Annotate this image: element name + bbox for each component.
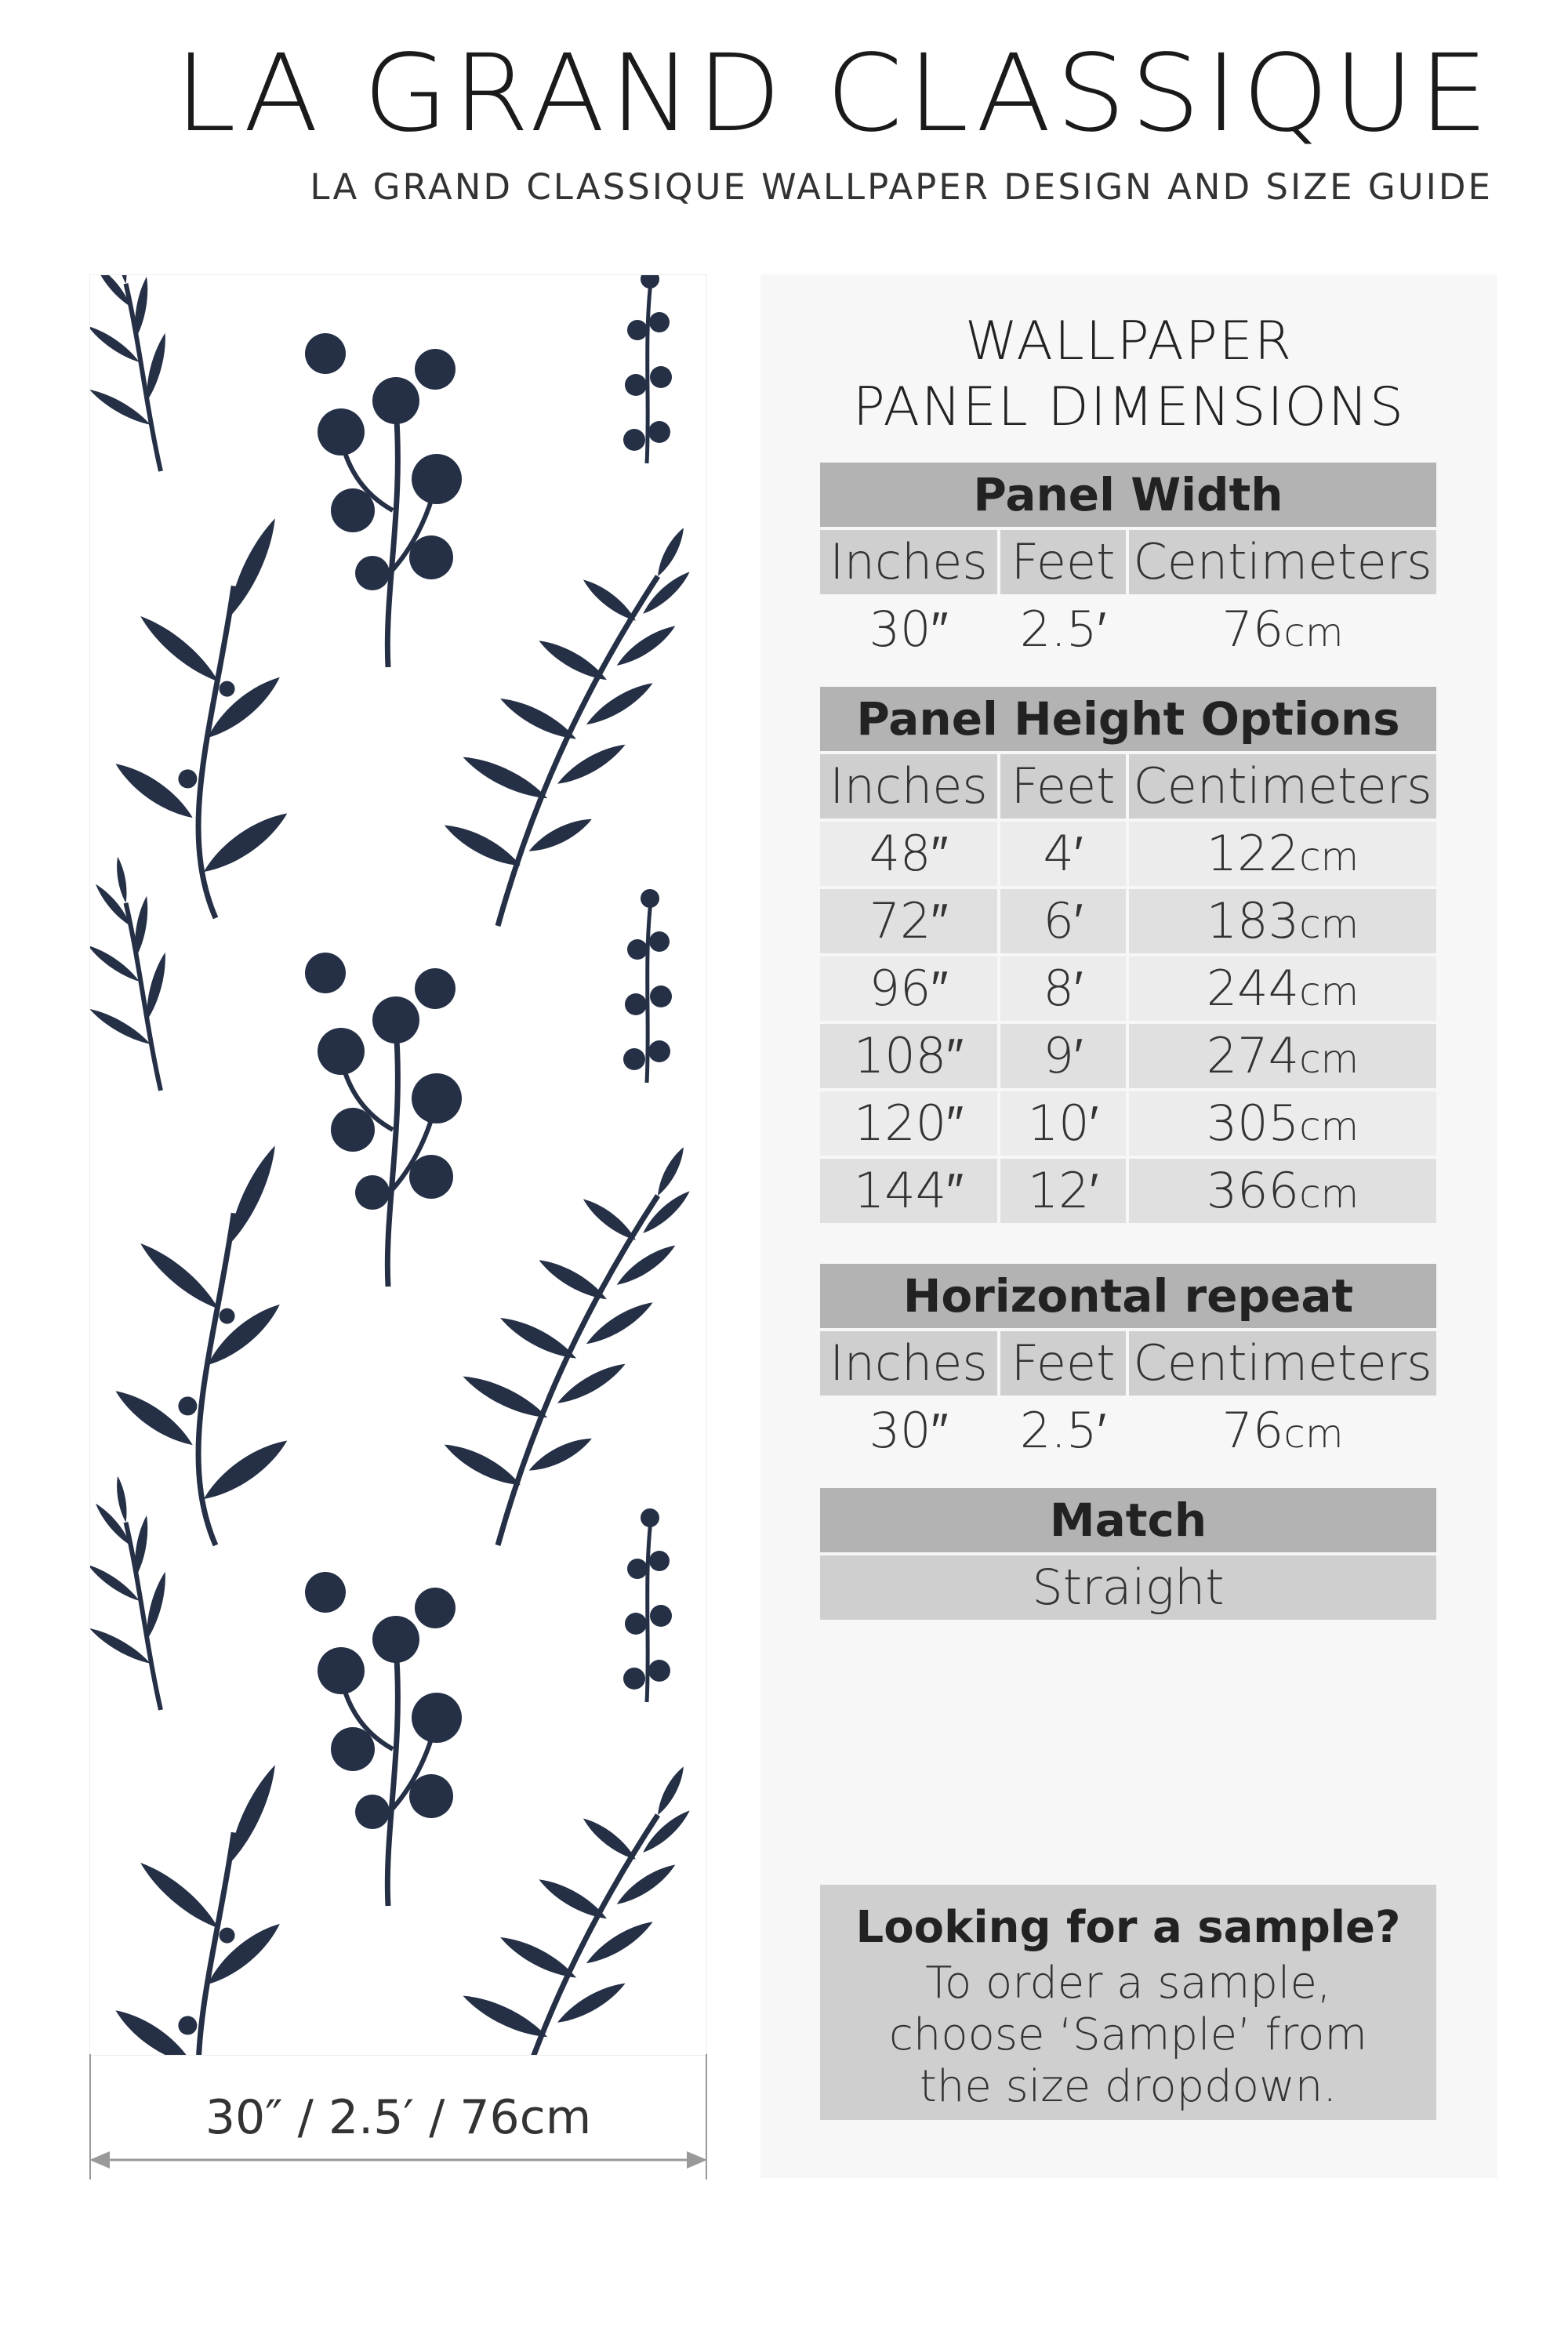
- panel-height-column-headers: [820, 754, 1436, 818]
- table-row: [820, 1399, 1436, 1463]
- double-arrow-icon: [89, 2148, 707, 2172]
- table-row: [820, 822, 1436, 886]
- column-header-feet: Feet: [1000, 530, 1126, 594]
- panel-width-measure: [89, 2054, 707, 2180]
- cm-unit: cm: [1283, 610, 1344, 655]
- value-inches: 30″: [869, 601, 949, 658]
- cm-unit: cm: [1299, 1171, 1359, 1217]
- dimensions-title-line1: WALLPAPER: [964, 310, 1294, 372]
- value-feet: 8′: [1000, 956, 1126, 1021]
- value-centimeters: [1129, 822, 1436, 886]
- value-inches: 96″: [820, 956, 997, 1021]
- column-header-feet: Feet: [1000, 1331, 1126, 1396]
- sample-text-line2: choose ‘Sample’ from: [889, 2009, 1367, 2060]
- column-header-centimeters: Centimeters: [1129, 754, 1436, 818]
- value-inches: 72″: [820, 889, 997, 953]
- value-feet: 2.5′: [1019, 1402, 1107, 1459]
- value-feet: 9′: [1000, 1024, 1126, 1088]
- horizontal-repeat-column-headers: [820, 1331, 1436, 1396]
- value-feet: 10′: [1000, 1091, 1126, 1156]
- table-row: [820, 956, 1436, 1021]
- horizontal-repeat-header: Horizontal repeat: [820, 1264, 1436, 1328]
- value-inches: 30″: [869, 1402, 949, 1459]
- cm-unit: cm: [1299, 1036, 1359, 1082]
- column-header-centimeters: Centimeters: [1129, 1331, 1436, 1396]
- cm-number: 366: [1206, 1162, 1300, 1219]
- value-centimeters: [1129, 1024, 1436, 1088]
- cm-unit: cm: [1299, 1104, 1359, 1149]
- sample-text: [820, 1958, 1436, 2113]
- cm-unit: cm: [1299, 834, 1359, 880]
- botanical-pattern-illustration: [90, 275, 706, 2055]
- value-centimeters: [1129, 1091, 1436, 1156]
- panel-width-header: Panel Width: [820, 463, 1436, 527]
- brand-header: [174, 32, 1493, 208]
- value-centimeters: [1129, 1399, 1436, 1463]
- cm-unit: cm: [1299, 969, 1359, 1014]
- column-header-feet: Feet: [1000, 754, 1126, 818]
- brand-title: LA GRAND CLASSIQUE: [174, 32, 1493, 156]
- column-header-inches: Inches: [820, 1331, 997, 1396]
- value-inches: 48″: [820, 822, 997, 886]
- value-feet: 12′: [1000, 1159, 1126, 1223]
- cm-number: 122: [1206, 825, 1300, 882]
- wallpaper-panel-preview: [89, 274, 707, 2056]
- match-table: [820, 1488, 1436, 1620]
- panel-width-table: [820, 463, 1436, 662]
- horizontal-repeat-table: [820, 1264, 1436, 1463]
- value-centimeters: [1129, 956, 1436, 1021]
- value-inches: 120″: [820, 1091, 997, 1156]
- cm-number: 305: [1206, 1094, 1300, 1152]
- measure-label: 30″ / 2.5′ / 76cm: [205, 2090, 592, 2145]
- cm-number: 76: [1221, 1402, 1284, 1459]
- value-centimeters: [1129, 889, 1436, 953]
- value-inches: 144″: [820, 1159, 997, 1223]
- pattern-repeat-1: [90, 275, 700, 946]
- value-feet: 4′: [1000, 822, 1126, 886]
- value-centimeters: [1129, 1159, 1436, 1223]
- table-row: [820, 1091, 1436, 1156]
- sample-heading: Looking for a sample?: [855, 1902, 1401, 1953]
- table-row: [820, 597, 1436, 662]
- dimensions-title-line2: PANEL DIMENSIONS: [852, 376, 1406, 438]
- match-value: Straight: [820, 1555, 1436, 1620]
- table-row: [820, 1159, 1436, 1223]
- value-feet: 6′: [1000, 889, 1126, 953]
- cm-number: 183: [1206, 892, 1300, 949]
- table-row: [820, 1024, 1436, 1088]
- column-header-inches: Inches: [820, 754, 997, 818]
- value-inches: 108″: [820, 1024, 997, 1088]
- panel-height-table: [820, 687, 1436, 1223]
- cm-unit: cm: [1283, 1411, 1344, 1457]
- column-header-inches: Inches: [820, 530, 997, 594]
- pattern-repeat-3: [90, 1469, 700, 2055]
- brand-subtitle: LA GRAND CLASSIQUE WALLPAPER DESIGN AND SIZE GUIDE: [310, 166, 1493, 208]
- cm-number: 274: [1206, 1027, 1300, 1084]
- cm-number: 244: [1206, 960, 1300, 1017]
- sample-text-line1: To order a sample,: [925, 1958, 1331, 2009]
- pattern-repeat-2: [90, 850, 700, 1566]
- sample-callout: [820, 1885, 1436, 2120]
- cm-unit: cm: [1299, 902, 1359, 947]
- cm-number: 76: [1221, 601, 1284, 658]
- match-header: Match: [820, 1488, 1436, 1552]
- dimensions-title: [760, 309, 1497, 441]
- dimensions-panel: [760, 274, 1497, 2178]
- column-header-centimeters: Centimeters: [1129, 530, 1436, 594]
- panel-height-header: Panel Height Options: [820, 687, 1436, 751]
- sample-text-line3: the size dropdown.: [919, 2061, 1338, 2112]
- value-centimeters: [1129, 597, 1436, 662]
- value-feet: 2.5′: [1019, 601, 1107, 658]
- table-row: [820, 889, 1436, 953]
- panel-width-column-headers: [820, 530, 1436, 594]
